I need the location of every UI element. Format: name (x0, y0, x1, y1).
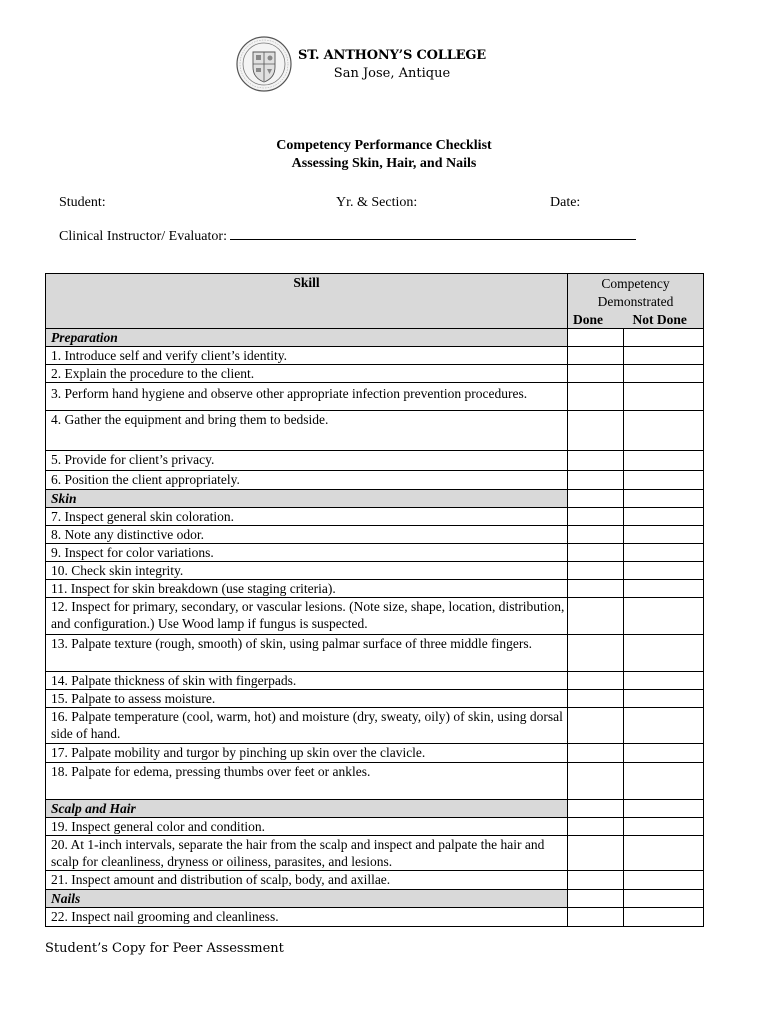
checklist-row (46, 672, 704, 690)
done-column-header: Done (568, 311, 624, 329)
done-checkbox-cell[interactable] (568, 451, 624, 471)
checklist-row (46, 471, 704, 490)
done-checkbox-cell[interactable] (568, 871, 624, 890)
skill-cell: 21. Inspect amount and distribution of scalp, body, and axillae. (46, 871, 568, 890)
section-header-row (46, 329, 704, 347)
section-header-row (46, 490, 704, 508)
skill-cell: 18. Palpate for edema, pressing thumbs over feet or ankles. (46, 763, 568, 800)
not-done-checkbox-cell[interactable] (624, 908, 704, 927)
skill-cell: 22. Inspect nail grooming and cleanliness. (46, 908, 568, 927)
done-checkbox-cell[interactable] (568, 708, 624, 744)
skill-cell: 9. Inspect for color variations. (46, 544, 568, 562)
checklist-row (46, 763, 704, 800)
section-not-done-cell (624, 890, 704, 908)
not-done-checkbox-cell[interactable] (624, 708, 704, 744)
not-done-checkbox-cell[interactable] (624, 471, 704, 490)
checklist-row (46, 635, 704, 672)
instructor-signature-line[interactable] (230, 226, 636, 240)
done-checkbox-cell[interactable] (568, 635, 624, 672)
skill-cell: 3. Perform hand hygiene and observe other appropriate infection prevention procedures. (46, 383, 568, 411)
done-checkbox-cell[interactable] (568, 672, 624, 690)
checklist-row (46, 526, 704, 544)
college-header (236, 36, 486, 92)
done-checkbox-cell[interactable] (568, 836, 624, 871)
section-title: Scalp and Hair (46, 800, 568, 818)
not-done-checkbox-cell[interactable] (624, 562, 704, 580)
college-name: ST. ANTHONY’S COLLEGE (298, 47, 486, 63)
skill-cell: 14. Palpate thickness of skin with fingerpads. (46, 672, 568, 690)
skill-cell: 1. Introduce self and verify client’s identity. (46, 347, 568, 365)
skill-cell: 10. Check skin integrity. (46, 562, 568, 580)
skill-cell: 19. Inspect general color and condition. (46, 818, 568, 836)
skill-cell: 6. Position the client appropriately. (46, 471, 568, 490)
section-title: Skin (46, 490, 568, 508)
checklist-row (46, 544, 704, 562)
not-done-checkbox-cell[interactable] (624, 451, 704, 471)
done-checkbox-cell[interactable] (568, 471, 624, 490)
checklist-row (46, 690, 704, 708)
section-not-done-cell (624, 329, 704, 347)
section-header-row (46, 800, 704, 818)
not-done-column-header: Not Done (624, 311, 704, 329)
table-header-row (46, 274, 704, 312)
instructor-field-label: Clinical Instructor/ Evaluator: (59, 229, 227, 244)
section-done-cell (568, 329, 624, 347)
yr-section-field-label: Yr. & Section: (336, 195, 418, 210)
done-checkbox-cell[interactable] (568, 744, 624, 763)
checklist-row (46, 871, 704, 890)
skill-cell: 13. Palpate texture (rough, smooth) of skin, using palmar surface of three middle fingers. (46, 635, 568, 672)
checklist-body (46, 329, 704, 927)
section-done-cell (568, 490, 624, 508)
not-done-checkbox-cell[interactable] (624, 383, 704, 411)
skill-cell: 4. Gather the equipment and bring them to bedside. (46, 411, 568, 451)
done-checkbox-cell[interactable] (568, 544, 624, 562)
done-checkbox-cell[interactable] (568, 562, 624, 580)
done-checkbox-cell[interactable] (568, 347, 624, 365)
not-done-checkbox-cell[interactable] (624, 871, 704, 890)
checklist-row (46, 383, 704, 411)
not-done-checkbox-cell[interactable] (624, 508, 704, 526)
section-title: Nails (46, 890, 568, 908)
not-done-checkbox-cell[interactable] (624, 690, 704, 708)
checklist-row (46, 451, 704, 471)
skill-cell: 16. Palpate temperature (cool, warm, hot) and moisture (dry, sweaty, oily) of skin, using dorsal side of hand. (46, 708, 568, 744)
competency-checklist-table (45, 273, 704, 927)
section-not-done-cell (624, 800, 704, 818)
skill-cell: 20. At 1-inch intervals, separate the hair from the scalp and inspect and palpate the hair and scalp for cleanliness, dryness or oiliness, parasites, and lesions. (46, 836, 568, 871)
section-header-row (46, 890, 704, 908)
competency-column-header: Competency Demonstrated (568, 274, 704, 312)
done-checkbox-cell[interactable] (568, 526, 624, 544)
college-location: San Jose, Antique (333, 65, 451, 81)
not-done-checkbox-cell[interactable] (624, 635, 704, 672)
skill-cell: 5. Provide for client’s privacy. (46, 451, 568, 471)
done-checkbox-cell[interactable] (568, 690, 624, 708)
checklist-row (46, 818, 704, 836)
skill-cell: 11. Inspect for skin breakdown (use staging criteria). (46, 580, 568, 598)
not-done-checkbox-cell[interactable] (624, 347, 704, 365)
checklist-row (46, 836, 704, 871)
checklist-row (46, 744, 704, 763)
not-done-checkbox-cell[interactable] (624, 365, 704, 383)
checklist-row (46, 508, 704, 526)
title-line-2: Assessing Skin, Hair, and Nails (291, 156, 477, 171)
done-checkbox-cell[interactable] (568, 818, 624, 836)
section-not-done-cell (624, 490, 704, 508)
college-seal-logo (236, 36, 292, 92)
footer-note: Student’s Copy for Peer Assessment (45, 941, 284, 956)
done-checkbox-cell[interactable] (568, 763, 624, 800)
checklist-row (46, 908, 704, 927)
not-done-checkbox-cell[interactable] (624, 411, 704, 451)
not-done-checkbox-cell[interactable] (624, 818, 704, 836)
skill-cell: 15. Palpate to assess moisture. (46, 690, 568, 708)
date-field-label: Date: (550, 195, 581, 210)
checklist-row (46, 347, 704, 365)
not-done-checkbox-cell[interactable] (624, 744, 704, 763)
not-done-checkbox-cell[interactable] (624, 763, 704, 800)
skill-column-header: Skill (46, 274, 568, 329)
skill-cell: 7. Inspect general skin coloration. (46, 508, 568, 526)
checklist-row (46, 598, 704, 635)
not-done-checkbox-cell[interactable] (624, 836, 704, 871)
done-checkbox-cell[interactable] (568, 365, 624, 383)
not-done-checkbox-cell[interactable] (624, 526, 704, 544)
not-done-checkbox-cell[interactable] (624, 544, 704, 562)
done-checkbox-cell[interactable] (568, 908, 624, 927)
section-title: Preparation (46, 329, 568, 347)
not-done-checkbox-cell[interactable] (624, 672, 704, 690)
done-checkbox-cell[interactable] (568, 508, 624, 526)
not-done-checkbox-cell[interactable] (624, 598, 704, 635)
document-title (0, 137, 768, 173)
skill-cell: 2. Explain the procedure to the client. (46, 365, 568, 383)
skill-cell: 12. Inspect for primary, secondary, or vascular lesions. (Note size, shape, location, distribution, and configuration.) Use Wood lamp if fungus is suspected. (46, 598, 568, 635)
done-checkbox-cell[interactable] (568, 383, 624, 411)
checklist-row (46, 580, 704, 598)
checklist-row (46, 365, 704, 383)
checklist-row (46, 562, 704, 580)
section-done-cell (568, 800, 624, 818)
checklist-row (46, 411, 704, 451)
section-done-cell (568, 890, 624, 908)
student-field-label: Student: (59, 195, 106, 210)
done-checkbox-cell[interactable] (568, 411, 624, 451)
skill-cell: 8. Note any distinctive odor. (46, 526, 568, 544)
checklist-row (46, 708, 704, 744)
title-line-1: Competency Performance Checklist (276, 138, 492, 153)
not-done-checkbox-cell[interactable] (624, 580, 704, 598)
instructor-field (59, 226, 636, 245)
skill-cell: 17. Palpate mobility and turgor by pinching up skin over the clavicle. (46, 744, 568, 763)
done-checkbox-cell[interactable] (568, 598, 624, 635)
done-checkbox-cell[interactable] (568, 580, 624, 598)
